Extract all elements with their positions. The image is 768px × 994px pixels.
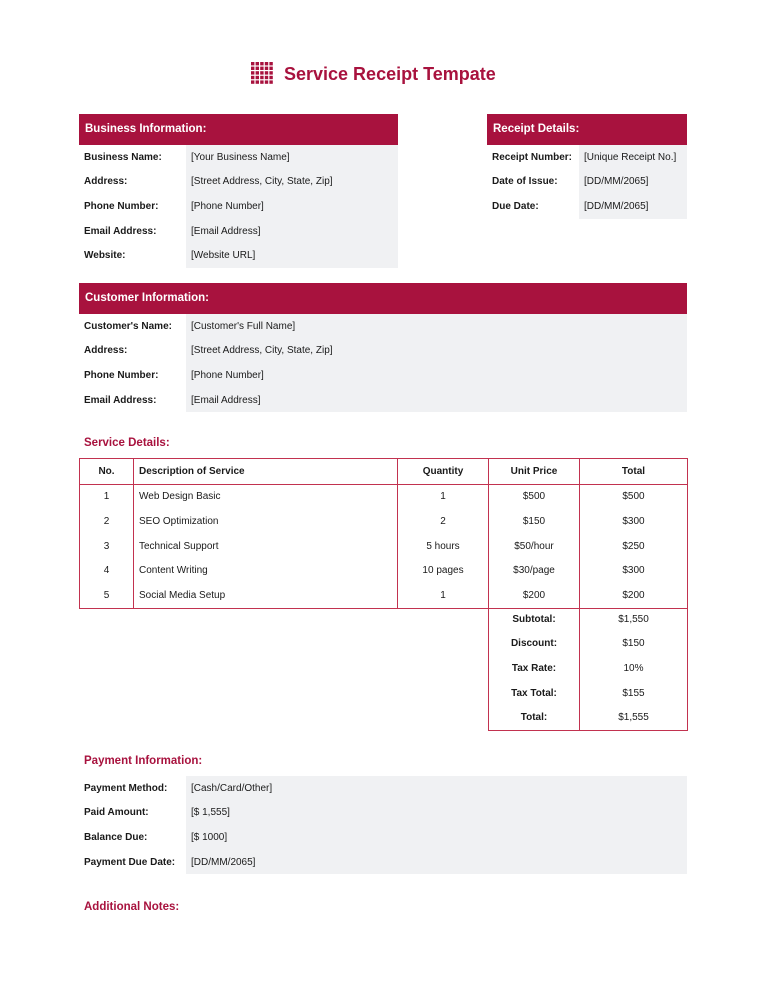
totals-row: [489, 607, 688, 632]
totals-row: [489, 632, 688, 657]
field-value: [DD/MM/2065]: [186, 850, 687, 875]
field-label: Customer's Name:: [79, 314, 186, 339]
customer-info-section: [79, 283, 687, 412]
additional-notes-title: Additional Notes:: [84, 901, 180, 913]
field-value: [$ 1,555]: [186, 801, 687, 826]
field-value: [Phone Number]: [186, 194, 398, 219]
field-label: Paid Amount:: [79, 801, 186, 826]
field-label: Date of Issue:: [487, 170, 579, 195]
totals-value: $1,555: [580, 705, 688, 730]
field-label: Phone Number:: [79, 194, 186, 219]
cell-no: 5: [80, 583, 134, 608]
business-info-header: Business Information:: [79, 114, 398, 145]
cell-unit-price: $150: [489, 509, 580, 534]
totals-value: $150: [580, 632, 688, 657]
field-value: [Street Address, City, State, Zip]: [186, 339, 687, 364]
field-value: [DD/MM/2065]: [579, 194, 687, 219]
cell-total: $300: [580, 558, 688, 583]
kv-row: [79, 194, 398, 219]
kv-row: [79, 170, 398, 195]
column-header: Total: [580, 459, 688, 485]
field-label: Payment Due Date:: [79, 850, 186, 875]
cell-unit-price: $200: [489, 583, 580, 608]
kv-row: [487, 145, 687, 170]
column-header: Quantity: [398, 459, 489, 485]
kv-row: [79, 145, 398, 170]
cell-description: Social Media Setup: [134, 583, 398, 608]
business-info-rows: [79, 145, 398, 268]
table-row: [80, 484, 688, 509]
receipt-details-section: [487, 114, 687, 219]
totals-row: [489, 681, 688, 706]
kv-row: [79, 388, 687, 413]
cell-total: $500: [580, 484, 688, 509]
kv-row: [79, 850, 687, 875]
cell-quantity: 2: [398, 509, 489, 534]
field-value: [Phone Number]: [186, 363, 687, 388]
totals-label: Subtotal:: [489, 607, 580, 632]
business-info-section: [79, 114, 398, 268]
service-details-title: Service Details:: [84, 437, 170, 449]
cell-no: 2: [80, 509, 134, 534]
kv-row: [79, 339, 687, 364]
table-header-row: [80, 459, 688, 485]
field-label: Website:: [79, 243, 186, 268]
totals-label: Tax Rate:: [489, 656, 580, 681]
field-value: [Email Address]: [186, 219, 398, 244]
cell-total: $200: [580, 583, 688, 608]
customer-info-header: Customer Information:: [79, 283, 687, 314]
field-label: Phone Number:: [79, 363, 186, 388]
payment-info-section: [79, 776, 687, 874]
totals-value: 10%: [580, 656, 688, 681]
cell-quantity: 10 pages: [398, 558, 489, 583]
kv-row: [79, 243, 398, 268]
totals-label: Discount:: [489, 632, 580, 657]
kv-row: [487, 194, 687, 219]
page-title: Service Receipt Tempate: [284, 64, 496, 84]
field-label: Receipt Number:: [487, 145, 579, 170]
cell-unit-price: $500: [489, 484, 580, 509]
cell-description: SEO Optimization: [134, 509, 398, 534]
totals-table: [488, 607, 688, 731]
field-label: Balance Due:: [79, 825, 186, 850]
totals-row: [489, 705, 688, 730]
totals-label: Total:: [489, 705, 580, 730]
payment-info-title: Payment Information:: [84, 755, 203, 767]
receipt-details-rows: [487, 145, 687, 219]
column-header: Description of Service: [134, 459, 398, 485]
table-row: [80, 558, 688, 583]
field-value: [DD/MM/2065]: [579, 170, 687, 195]
kv-row: [79, 219, 398, 244]
cell-no: 4: [80, 558, 134, 583]
field-label: Email Address:: [79, 388, 186, 413]
table-row: [80, 583, 688, 608]
document-header: [0, 60, 768, 90]
kv-row: [79, 363, 687, 388]
table-row: [80, 534, 688, 559]
table-row: [80, 509, 688, 534]
cell-description: Web Design Basic: [134, 484, 398, 509]
field-label: Address:: [79, 339, 186, 364]
cell-quantity: 1: [398, 583, 489, 608]
cell-quantity: 1: [398, 484, 489, 509]
field-label: Address:: [79, 170, 186, 195]
field-value: [Unique Receipt No.]: [579, 145, 687, 170]
field-value: [$ 1000]: [186, 825, 687, 850]
receipt-details-header: Receipt Details:: [487, 114, 687, 145]
grid-logo-icon: [251, 62, 273, 84]
cell-total: $250: [580, 534, 688, 559]
kv-row: [79, 776, 687, 801]
cell-description: Technical Support: [134, 534, 398, 559]
totals-label: Tax Total:: [489, 681, 580, 706]
field-label: Business Name:: [79, 145, 186, 170]
cell-total: $300: [580, 509, 688, 534]
field-label: Due Date:: [487, 194, 579, 219]
kv-row: [79, 801, 687, 826]
cell-unit-price: $50/hour: [489, 534, 580, 559]
field-label: Payment Method:: [79, 776, 186, 801]
cell-no: 1: [80, 484, 134, 509]
totals-value: $1,550: [580, 607, 688, 632]
kv-row: [79, 825, 687, 850]
field-value: [Street Address, City, State, Zip]: [186, 170, 398, 195]
field-value: [Your Business Name]: [186, 145, 398, 170]
totals-row: [489, 656, 688, 681]
cell-description: Content Writing: [134, 558, 398, 583]
field-value: [Website URL]: [186, 243, 398, 268]
cell-quantity: 5 hours: [398, 534, 489, 559]
cell-unit-price: $30/page: [489, 558, 580, 583]
kv-row: [79, 314, 687, 339]
customer-info-rows: [79, 314, 687, 412]
cell-no: 3: [80, 534, 134, 559]
field-value: [Email Address]: [186, 388, 687, 413]
field-label: Email Address:: [79, 219, 186, 244]
field-value: [Customer's Full Name]: [186, 314, 687, 339]
field-value: [Cash/Card/Other]: [186, 776, 687, 801]
services-table: [79, 458, 688, 609]
kv-row: [487, 170, 687, 195]
column-header: Unit Price: [489, 459, 580, 485]
totals-value: $155: [580, 681, 688, 706]
column-header: No.: [80, 459, 134, 485]
